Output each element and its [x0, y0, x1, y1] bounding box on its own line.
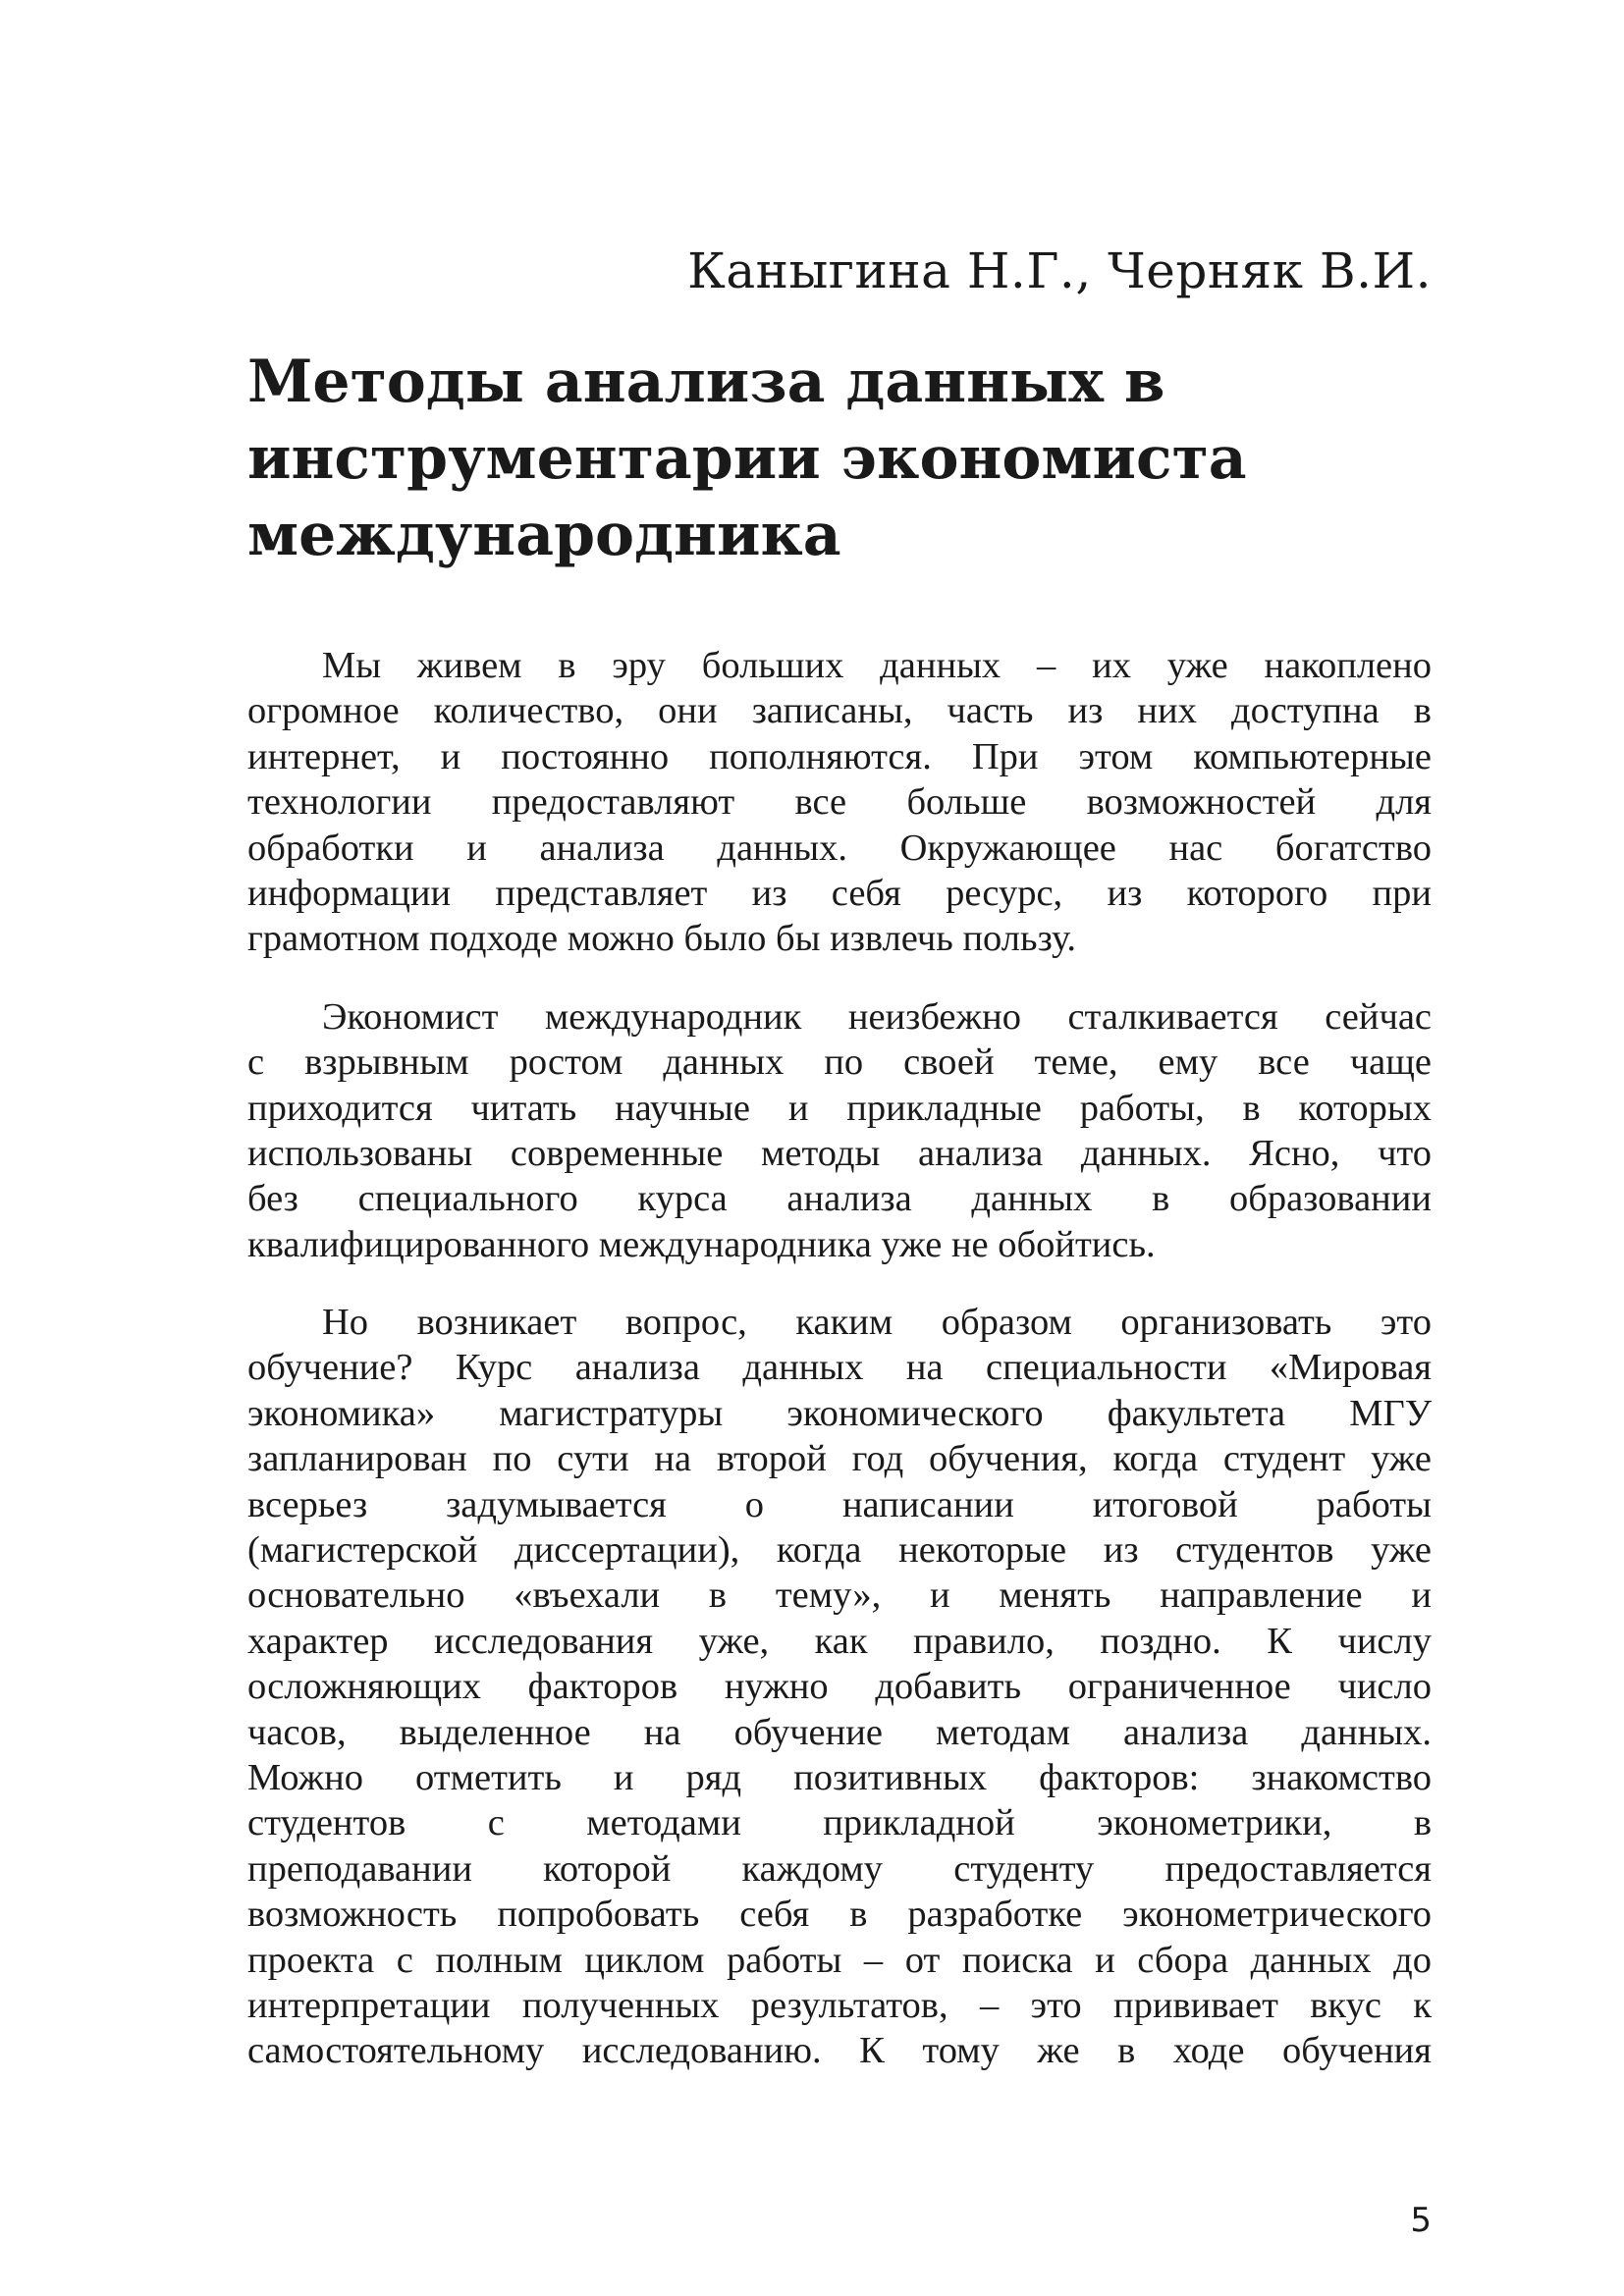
text-line: квалифицированного международника уже не обойтись. — [247, 1223, 1156, 1265]
text-line: грамотном подходе можно было бы извлечь пользу. — [247, 918, 1076, 960]
authors: Каныгина Н.Г., Черняк В.И. — [687, 242, 1432, 299]
text-line: Но возникает вопрос, каким образом организовать это — [322, 1302, 1432, 1344]
text-line: приходится читать научные и прикладные работы, в которых — [247, 1087, 1432, 1129]
page-number: 5 — [1410, 2201, 1432, 2240]
text-line: Можно отметить и ряд позитивных факторов: знакомство — [247, 1756, 1432, 1798]
text-line: без специального курса анализа данных в образовании — [247, 1178, 1432, 1220]
text-line: с взрывным ростом данных по своей теме, ему все чаще — [247, 1041, 1432, 1084]
text-line: обработки и анализа данных. Окружающее нас богатство — [247, 827, 1432, 869]
text-line: огромное количество, они записаны, часть из них доступна в — [247, 690, 1432, 732]
text-line: информации представляет из себя ресурс, из которого при — [247, 872, 1432, 914]
article-title — [247, 344, 1432, 573]
text-line: осложняющих факторов нужно добавить ограниченное число — [247, 1666, 1432, 1708]
text-line: студентов с методами прикладной эконометрики, в — [247, 1802, 1432, 1844]
text-line: (магистерской диссертации), когда некоторые из студентов уже — [247, 1529, 1432, 1572]
text-line: проекта с полным циклом работы – от поиска и сбора данных до — [247, 1939, 1432, 1981]
paragraph-1 — [247, 643, 1432, 962]
text-line: запланирован по сути на второй год обучения, когда студент уже — [247, 1438, 1432, 1480]
text-line: основательно «въехали в тему», и менять направление и — [247, 1575, 1432, 1617]
text-line: самостоятельному исследованию. К тому же в ходе обучения — [247, 2030, 1432, 2072]
text-line: всерьез задумывается о написании итоговой работы — [247, 1483, 1432, 1525]
text-line: характер исследования уже, как правило, поздно. К числу — [247, 1620, 1432, 1662]
text-line: обучение? Курс анализа данных на специальности «Мировая — [247, 1347, 1432, 1389]
text-line: Мы живем в эру больших данных – их уже накоплено — [322, 645, 1432, 686]
text-line: интернет, и постоянно пополняются. При этом компьютерные — [247, 735, 1432, 777]
text-line: Экономист международник неизбежно сталкивается сейчас — [322, 995, 1432, 1038]
paragraph-2 — [247, 994, 1432, 1267]
text-line: преподавании которой каждому студенту предоставляется — [247, 1847, 1432, 1890]
title-line: Методы анализа данных в — [247, 347, 1165, 416]
text-line: экономика» магистратуры экономического факультета МГУ — [247, 1392, 1432, 1434]
title-line: инструментарии экономиста — [247, 424, 1247, 493]
article-body — [247, 643, 1432, 2107]
text-line: возможность попробовать себя в разработке эконометрического — [247, 1894, 1432, 1936]
text-line: часов, выделенное на обучение методам анализа данных. — [247, 1711, 1432, 1753]
title-line: международника — [247, 501, 841, 569]
text-line: использованы современные методы анализа данных. Ясно, что — [247, 1132, 1432, 1174]
text-line: интерпретации полученных результатов, – это прививает вкус к — [247, 1984, 1432, 2026]
text-line: технологии предоставляют все больше возможностей для — [247, 781, 1432, 824]
paragraph-3 — [247, 1300, 1432, 2074]
